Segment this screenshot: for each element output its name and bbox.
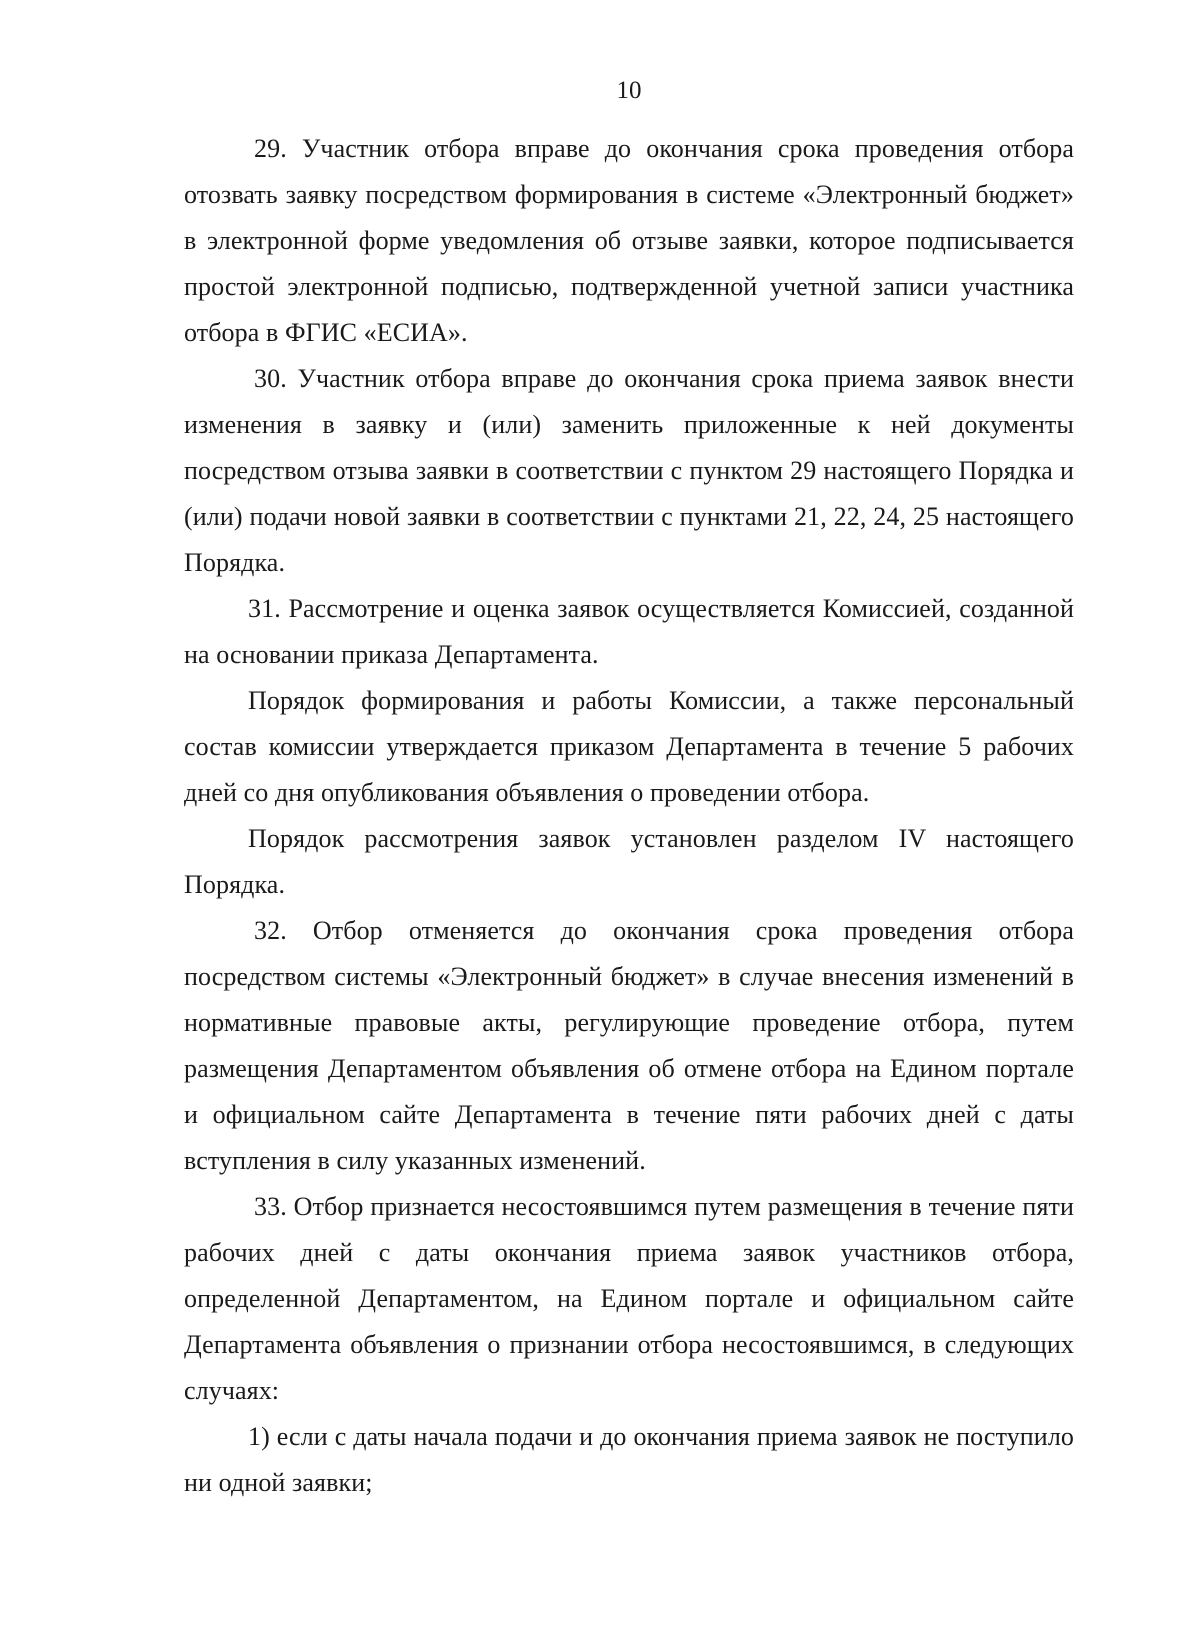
paragraph-30: 30. Участник отбора вправе до окончания срока приема заявок внести изменения в заявку и (или) заменить приложенные к ней документы посредством отзыва заявки в соответствии с пунктом 29 настоящего Порядка и (или) подачи новой заявки в соответствии с пунктами 21, 22, 24, 25 настоящего Порядка. [184,364,1074,577]
paragraph-33-item-1: 1) если с даты начала подачи и до окончания приема заявок не поступило ни одной заявки; [184,1422,1074,1497]
paragraph-32: 32. Отбор отменяется до окончания срока проведения отбора посредством системы «Электронный бюджет» в случае внесения изменений в нормативные правовые акты, регулирующие проведение отбора, путем размещения Департаментом объявления об отмене отбора на Едином портале и официальном сайте Департамента в течение пяти рабочих дней с даты вступления в силу указанных изменений. [184,916,1074,1175]
paragraph-31: 31. Рассмотрение и оценка заявок осуществляется Комиссией, созданной на основании приказа Департамента. [184,594,1074,669]
document-body [184,126,1074,1506]
paragraph-29: 29. Участник отбора вправе до окончания срока проведения отбора отозвать заявку посредством формирования в системе «Электронный бюджет» в электронной форме уведомления об отзыве заявки, которое подписывается простой электронной подписью, подтвержденной учетной записи участника отбора в ФГИС «ЕСИА». [184,134,1074,347]
paragraph-commission-procedure: Порядок формирования и работы Комиссии, а также персональный состав комиссии утверждается приказом Департамента в течение 5 рабочих дней со дня опубликования объявления о проведении отбора. [184,686,1074,807]
page-number: 10 [616,77,642,104]
paragraph-33: 33. Отбор признается несостоявшимся путем размещения в течение пяти рабочих дней с даты окончания приема заявок участников отбора, определенной Департаментом, на Едином портале и официальном сайте Департамента объявления о признании отбора несостоявшимся, в следующих случаях: [184,1192,1074,1405]
paragraph-review-procedure: Порядок рассмотрения заявок установлен разделом IV настоящего Порядка. [184,824,1074,899]
